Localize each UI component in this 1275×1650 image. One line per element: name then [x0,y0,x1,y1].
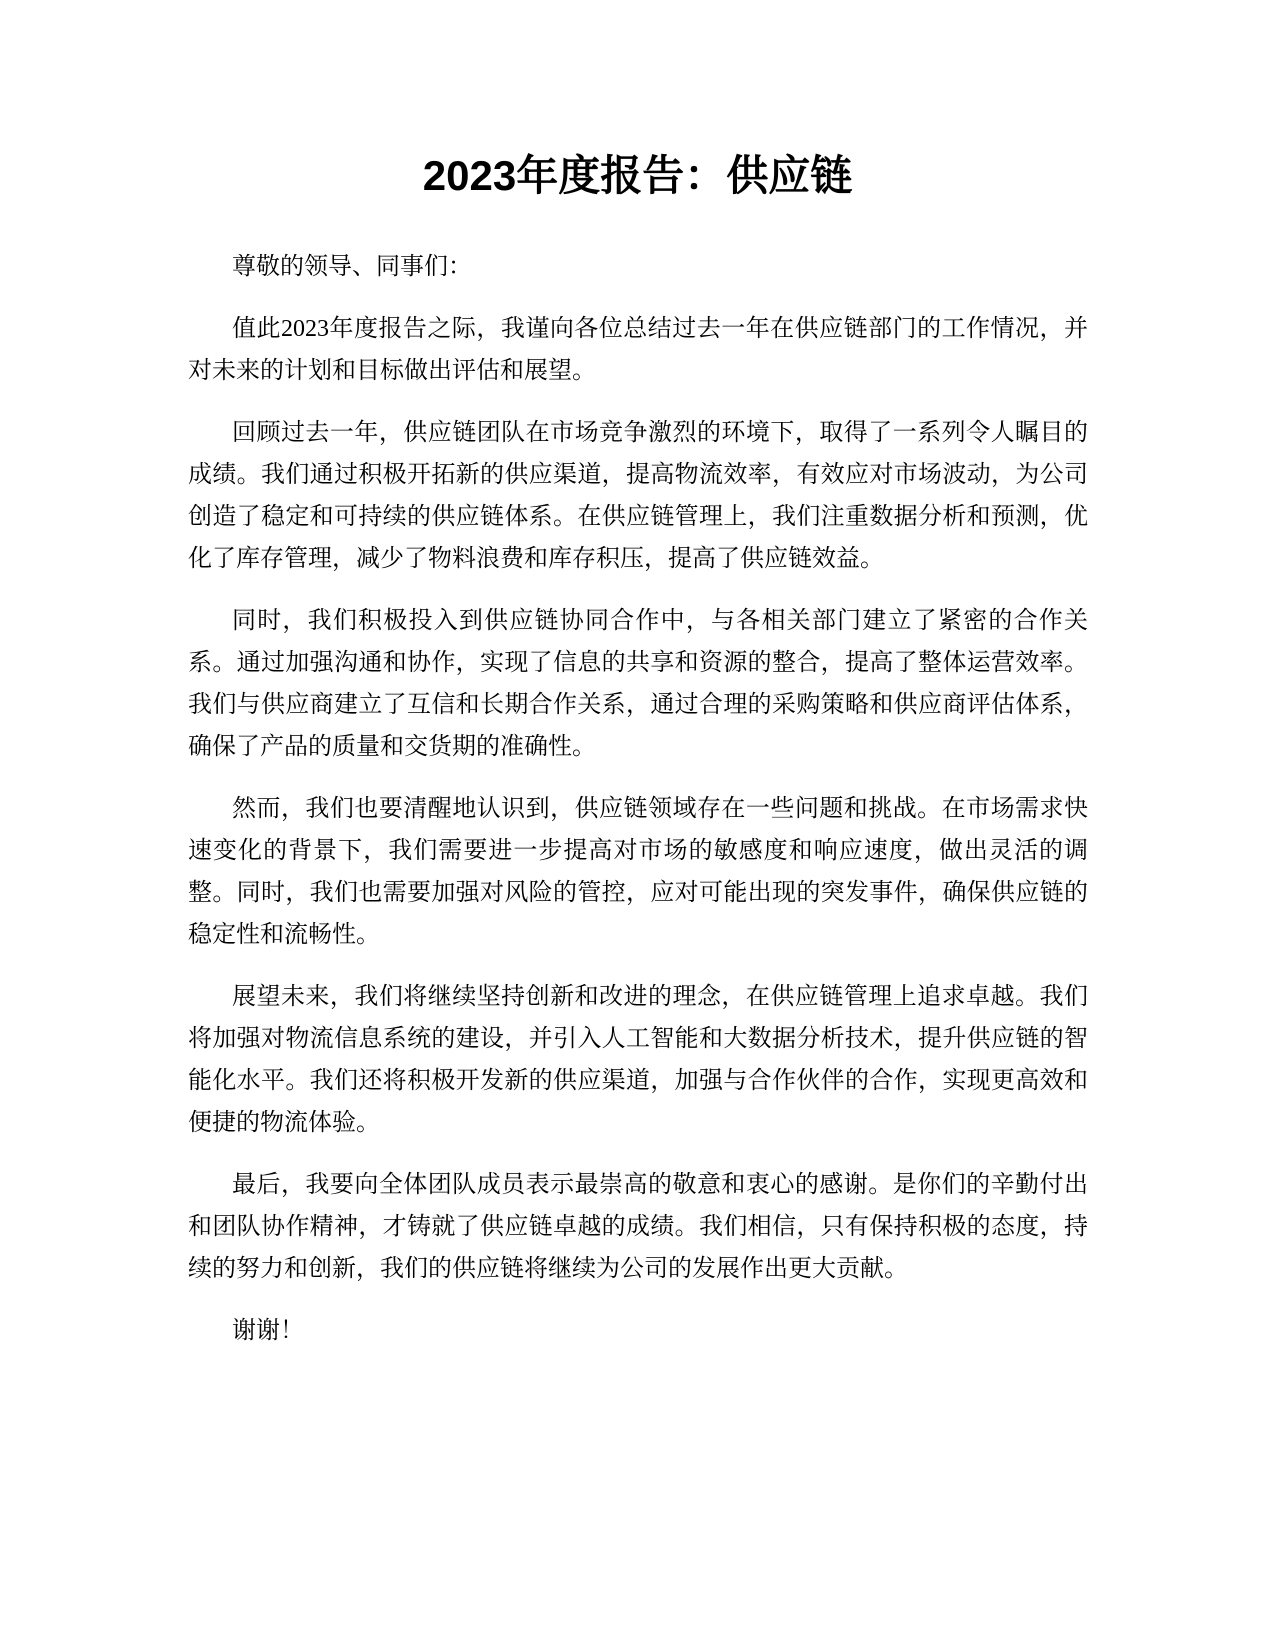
review-paragraph: 回顾过去一年，供应链团队在市场竞争激烈的环境下，取得了一系列令人瞩目的成绩。我们通过积极开拓新的供应渠道，提高物流效率，有效应对市场波动，为公司创造了稳定和可持续的供应链体系。在供应链管理上，我们注重数据分析和预测，优化了库存管理，减少了物料浪费和库存积压，提高了供应链效益。 [188,420,1088,572]
salutation-paragraph: 尊敬的领导、同事们： [232,254,472,280]
collaboration-paragraph: 同时，我们积极投入到供应链协同合作中，与各相关部门建立了紧密的合作关系。通过加强沟通和协作，实现了信息的共享和资源的整合，提高了整体运营效率。我们与供应商建立了互信和长期合作关系，通过合理的采购策略和供应商评估体系，确保了产品的质量和交货期的准确性。 [188,608,1088,760]
thanks-paragraph: 最后，我要向全体团队成员表示最崇高的敬意和衷心的感谢。是你们的辛勤付出和团队协作精神，才铸就了供应链卓越的成绩。我们相信，只有保持积极的态度，持续的努力和创新，我们的供应链将继续为公司的发展作出更大贡献。 [188,1172,1088,1282]
challenges-paragraph: 然而，我们也要清醒地认识到，供应链领域存在一些问题和挑战。在市场需求快速变化的背景下，我们需要进一步提高对市场的敏感度和响应速度，做出灵活的调整。同时，我们也需要加强对风险的管控，应对可能出现的突发事件，确保供应链的稳定性和流畅性。 [188,796,1088,948]
outlook-paragraph: 展望未来，我们将继续坚持创新和改进的理念，在供应链管理上追求卓越。我们将加强对物流信息系统的建设，并引入人工智能和大数据分析技术，提升供应链的智能化水平。我们还将积极开发新的供应渠道，加强与合作伙伴的合作，实现更高效和便捷的物流体验。 [188,984,1088,1136]
closing-paragraph: 谢谢！ [232,1318,304,1344]
intro-paragraph: 值此2023年度报告之际，我谨向各位总结过去一年在供应链部门的工作情况，并对未来的计划和目标做出评估和展望。 [188,316,1088,384]
document-body [188,246,1088,1352]
document-title: 2023年度报告：供应链 [422,152,853,199]
